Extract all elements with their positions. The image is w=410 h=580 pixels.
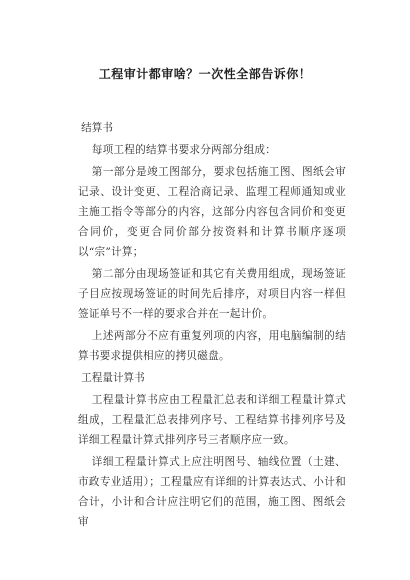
- paragraph: 上述两部分不应有重复列项的内容，用电脑编制的结算书要求提供相应的拷贝磁盘。: [78, 330, 346, 362]
- section-heading-quantity: 工程量计算书: [81, 372, 145, 384]
- section-heading-settlement: 结算书: [81, 122, 113, 134]
- document-title: 工程审计都审啥？一次性全部告诉你！: [98, 67, 312, 81]
- paragraph: 详细工程量计算式上应注明图号、轴线位置（土建、市政专业适用）；工程量应有详细的计算表达式、小计和合计，小计和合计应注明它们的范围，施工图、图纸会审: [78, 456, 346, 528]
- paragraph: 工程量计算书应由工程量汇总表和详细工程量计算式组成，工程量汇总表排列序号、工程结算书排列序号及详细工程量计算式排列序号三者顺序应一致。: [78, 394, 346, 446]
- document-body: [78, 118, 346, 534]
- paragraph: 每项工程的结算书要求分两部分组成：: [91, 144, 277, 156]
- paragraph: 第一部分是竣工图部分，要求包括施工图、图纸会审记录、设计变更、工程洽商记录、监理工程师通知或业主施工指令等部分的内容，这部分内容包含同价和变更合同价，变更合同价部分按资料和计算书顺序逐项以“宗”计算；: [78, 166, 346, 258]
- paragraph: 第二部分由现场签证和其它有关费用组成，现场签证子目应按现场签证的时间先后排序，对项目内容一样但签证单号不一样的要求合并在一起计价。: [78, 268, 346, 320]
